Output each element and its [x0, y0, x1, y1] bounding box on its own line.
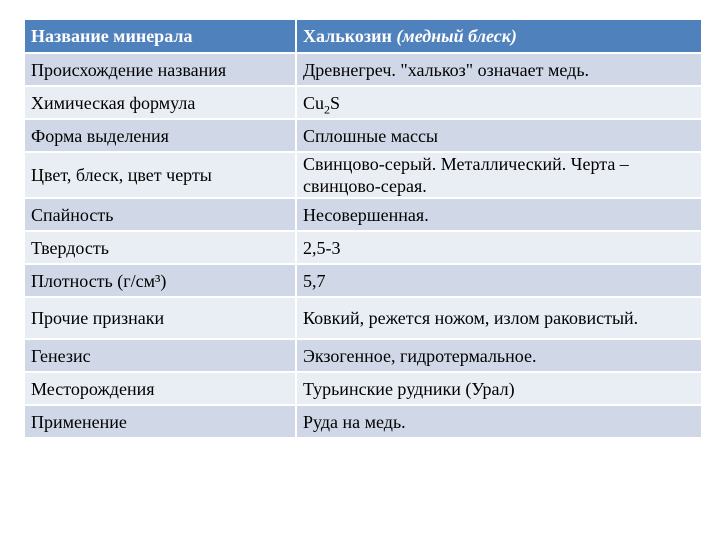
row-value: Ковкий, режется ножом, излом раковистый.: [296, 297, 701, 339]
row-label: Форма выделения: [25, 119, 296, 152]
table-row: [25, 231, 701, 264]
table-row: [25, 297, 701, 339]
row-value: Турьинские рудники (Урал): [296, 372, 701, 405]
header-value-cell: [296, 19, 701, 53]
formula-base: Cu: [303, 92, 325, 113]
formula-rest: S: [330, 92, 341, 113]
row-value: Экзогенное, гидротермальное.: [296, 339, 701, 372]
row-value: Несовершенная.: [296, 198, 701, 231]
mineral-name: Халькозин: [303, 26, 392, 46]
row-label: Твердость: [25, 231, 296, 264]
row-value: Древнегреч. "халькоз" означает медь.: [296, 53, 701, 86]
table-row: [25, 53, 701, 86]
row-value: 2,5-3: [296, 231, 701, 264]
row-label: Прочие признаки: [25, 297, 296, 339]
table-row: [25, 405, 701, 438]
row-value-formula: [296, 86, 701, 119]
row-value: Свинцово-серый. Металлический. Черта – свинцово-серая.: [296, 152, 701, 198]
row-label: Применение: [25, 405, 296, 438]
row-label: Генезис: [25, 339, 296, 372]
header-label-cell: Название минерала: [25, 19, 296, 53]
row-value: Сплошные массы: [296, 119, 701, 152]
table-row: [25, 264, 701, 297]
row-label: Спайность: [25, 198, 296, 231]
table-header-row: [25, 19, 701, 53]
row-label: Происхождение названия: [25, 53, 296, 86]
row-label: Плотность (г/см³): [25, 264, 296, 297]
table-row: [25, 119, 701, 152]
formula-subscript: 2: [324, 102, 331, 117]
mineral-alias: (медный блеск): [396, 26, 517, 46]
table-row: [25, 372, 701, 405]
row-label: Месторождения: [25, 372, 296, 405]
mineral-table: [25, 18, 701, 439]
table-row: [25, 339, 701, 372]
row-value: Руда на медь.: [296, 405, 701, 438]
row-value: 5,7: [296, 264, 701, 297]
table-row: [25, 198, 701, 231]
table-row: [25, 152, 701, 198]
row-label: Химическая формула: [25, 86, 296, 119]
table-row: [25, 86, 701, 119]
row-label: Цвет, блеск, цвет черты: [25, 152, 296, 198]
